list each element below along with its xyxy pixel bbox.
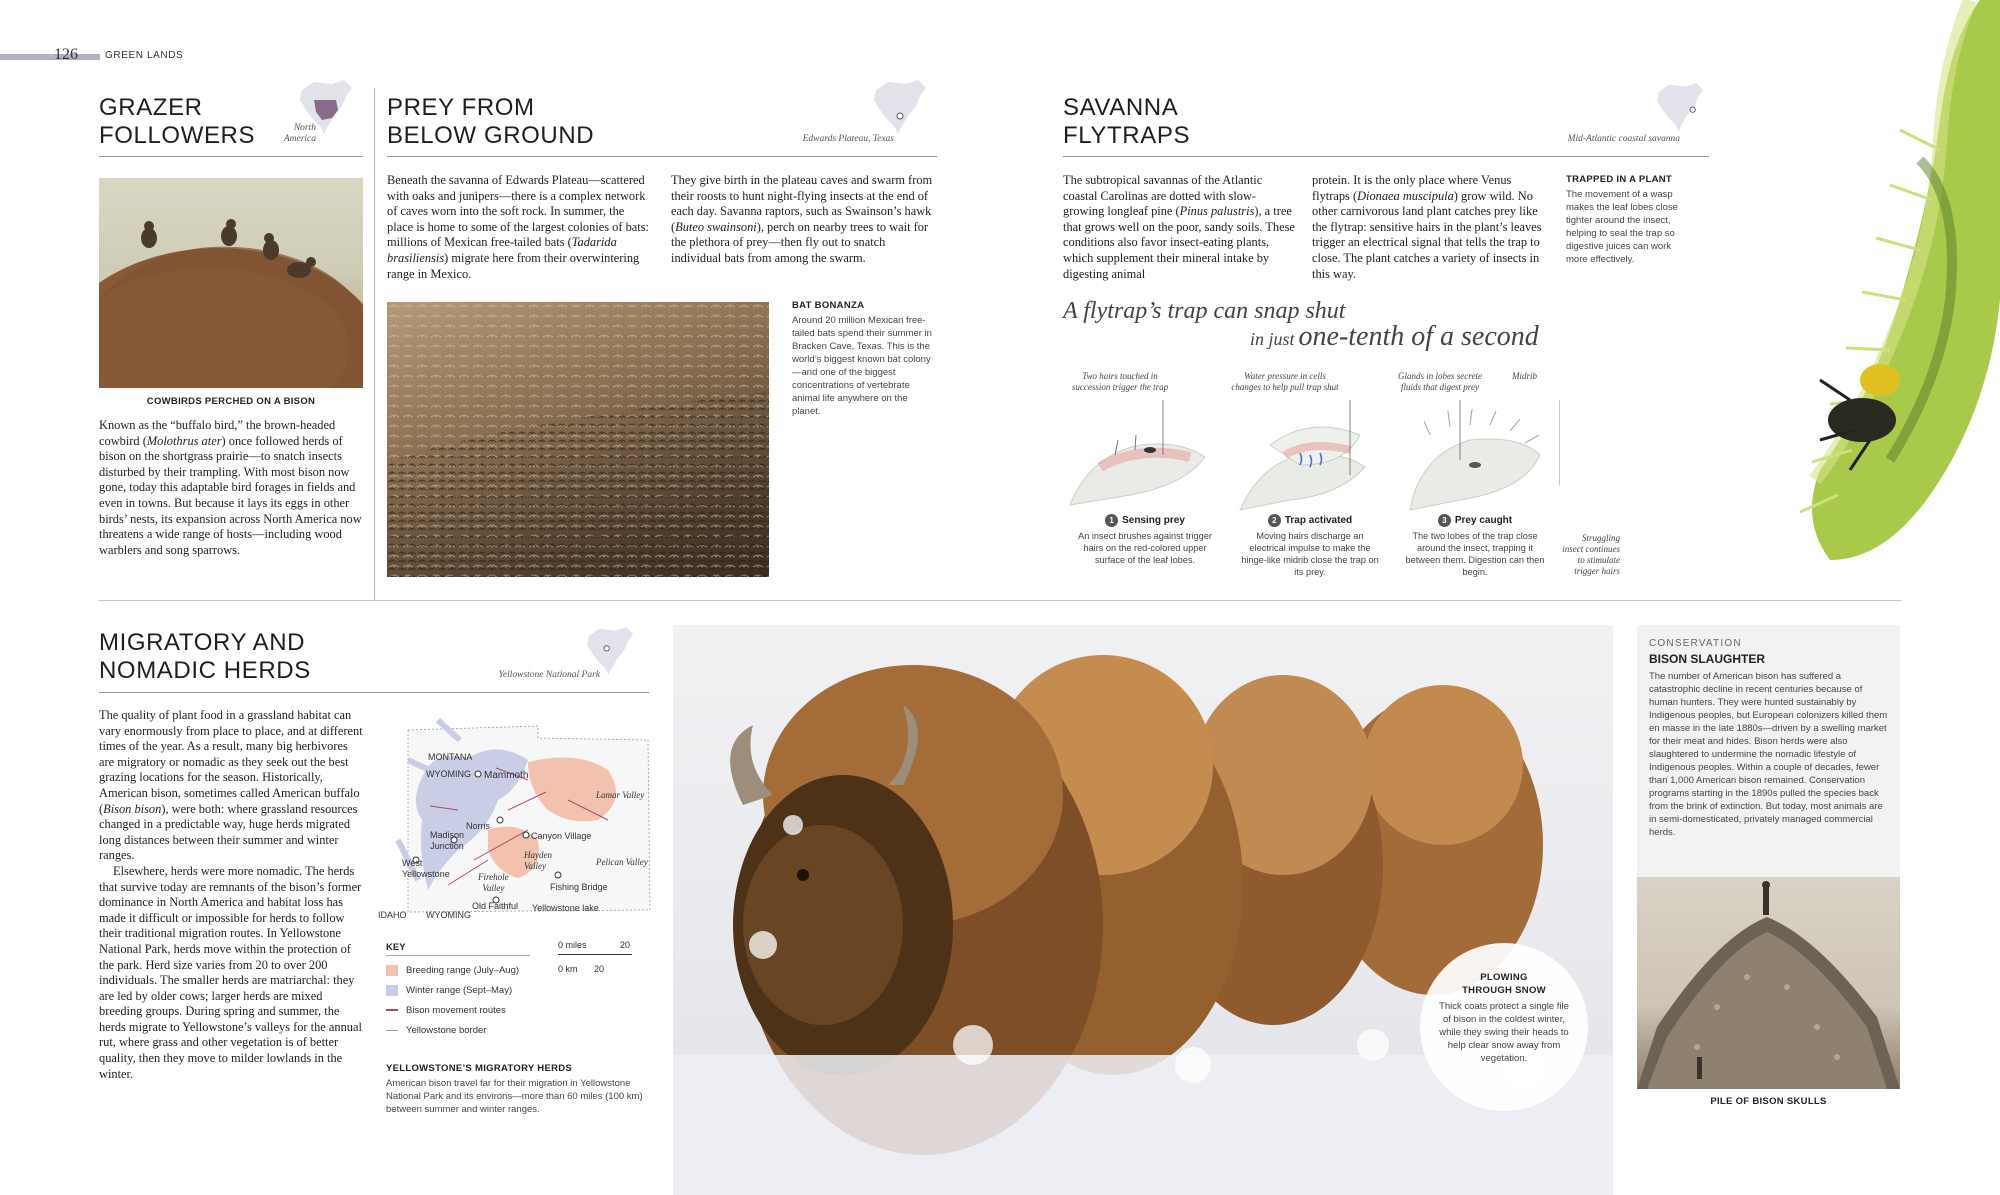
migratory-body [99, 708, 363, 1082]
step-1-text: An insect brushes against trigger hairs on the red-colored upper surface of the leaf lobes. [1078, 531, 1212, 565]
breeding-swatch [386, 965, 398, 976]
map-label-yellowstone-lake: Yellowstone lake [532, 903, 599, 913]
step-2 [1240, 514, 1380, 578]
text-run: The quality of plant food in a grassland habitat can vary enormously from place to place, and at different times of the year. As a result, many big herbivores are migratory or nomadic as they seek out the best grazing locations for the season. Historically, American bison, sometimes called American buffalo ( [99, 708, 363, 816]
map-label-firehole: Firehole Valley [478, 872, 509, 893]
section-label: GREEN LANDS [105, 50, 184, 61]
step-1 [1075, 514, 1215, 566]
step-3-text: The two lobes of the trap close around the insect, trapping it between them. Digestion can then begin. [1405, 531, 1545, 577]
conservation-text: The number of American bison has suffered a catastrophic decline in recent centuries because of human hunters. They were hunted sustainably by Indigenous peoples, but European colonizers killed them en masse in the late 1880s—driven by a swelling market for their meat and hides. Bison herds were also slaughtered to undermine the nomadic lifestyle of Indigenous peoples. Within a couple of decades, fewer than 1,000 American bison remained. Conservation programs starting in the 1890s pulled the species back from the brink of extinction. But today, most animals are in semi-domesticated, privately managed commercial herds. [1649, 671, 1888, 838]
bison-skulls-photo [1637, 877, 1900, 1089]
pull-quote-line2 [1250, 321, 1539, 353]
grazer-rule [99, 156, 363, 157]
step-1-number: 1 [1105, 514, 1118, 527]
grazer-body [99, 418, 365, 558]
scale-miles: 0 miles [558, 940, 587, 950]
trapped-caption-title: TRAPPED IN A PLANT [1566, 174, 1673, 185]
text-run: ) once followed herds of bison on the shortgrass prairie—to snatch insects disturbed by their trampling. With most bison now gone, today this adaptable bird forages in fields and even in towns. But because it lays its eggs in other birds’ nests, its expansion across North America now threatens a wide range of hosts—including wood warblers and song sparrows. [99, 433, 362, 557]
scale-miles-value: 20 [620, 940, 631, 950]
latin-name: Pinus palustris [1179, 204, 1255, 219]
map-label-canyon: Canyon Village [531, 831, 592, 841]
map-label-old-faithful: Old Faithful [472, 901, 519, 911]
map-caption-title: YELLOWSTONE’S MIGRATORY HERDS [386, 1063, 573, 1074]
grazer-locator: North America [283, 123, 316, 144]
step-3 [1405, 514, 1545, 578]
step-3-number: 3 [1438, 514, 1451, 527]
scale-bar [558, 940, 634, 980]
key-routes [386, 1000, 519, 1020]
flytrap-col2 [1312, 173, 1544, 282]
map-label-wyoming-top: WYOMING [426, 769, 471, 779]
conservation-kicker: CONSERVATION [1649, 638, 1742, 649]
map-label-mammoth: Mammoth [484, 770, 529, 781]
conservation-title: BISON SLAUGHTER [1649, 652, 1766, 666]
cowbirds-photo [99, 178, 363, 388]
grazer-title: GRAZER FOLLOWERS [99, 94, 256, 149]
bison-herd-photo [673, 625, 1613, 1195]
step-1-label: Sensing prey [1122, 515, 1185, 526]
scale-km: 0 km [558, 964, 578, 974]
key-border-label: Yellowstone border [406, 1024, 487, 1036]
key-breeding-label: Breeding range (July–Aug) [406, 964, 520, 976]
map-label-fishing-bridge: Fishing Bridge [550, 882, 608, 892]
scale-km-value: 20 [594, 964, 605, 974]
step-2-number: 2 [1268, 514, 1281, 527]
texas-locator-map [866, 76, 938, 138]
key-breeding [386, 960, 519, 980]
pull-quote-small: in just [1250, 329, 1295, 349]
scale-line [558, 954, 632, 955]
text-run: Elsewhere, herds were more nomadic. The herds that survive today are remnants of the bison’s former dominance in North America and habitat loss has made it difficult or impossible for herds to follow their traditional migration routes. In Yellowstone National Park, herds move within the protection of the park. Herd size varies from 20 to over 200 individuals. The smaller herds are matriarchal: they are led by older cows; larger herds are mixed breeding groups. During spring and summer, the herds migrate to Yellowstone’s valleys for the annual rut, where grass and other vegetation is of better quality, then they move to milder lowlands in the winter. [99, 863, 362, 1081]
flytrap-col1 [1063, 173, 1295, 282]
text-run: Beneath the savanna of Edwards Plateau—scattered with oaks and junipers—there is a complex network of caves worn into the soft rock. In summer, the place is home to some of the largest colonies of bats: millions of Mexican free-tailed bats ( [387, 173, 649, 250]
page-number: 126 [54, 46, 78, 63]
flytrap-stage-diagram [1060, 395, 1560, 520]
latin-name: Dionaea muscipula [1357, 188, 1454, 203]
map-label-idaho: IDAHO [378, 910, 407, 920]
note-midrib: Midrib [1512, 371, 1538, 381]
folio-bar [0, 54, 100, 60]
migratory-rule [99, 692, 649, 693]
venus-flytrap-photo [1600, 0, 2000, 590]
note-struggling-insect: Struggling insect continues to stimulate trigger hairs [1562, 533, 1620, 576]
migratory-paragraph-1 [99, 708, 363, 862]
key-border [386, 1020, 519, 1040]
cowbirds-caption: COWBIRDS PERCHED ON A BISON [146, 396, 316, 407]
flytrap-locator: Mid-Atlantic coastal savanna [1567, 134, 1680, 144]
column-divider [374, 88, 375, 600]
migratory-paragraph-2 [99, 864, 362, 1081]
plowing-callout-title: PLOWING THROUGH SNOW [1462, 972, 1546, 996]
text-run: Known as the “buffalo bird,” the brown-headed cowbird ( [99, 418, 336, 448]
text-run: ) grow wild. No other carnivorous land plant catches prey like the flytrap: sensitive hairs in the plant’s leaves trigger an electrical signal that tells the trap to close. The plant catches a variety of insects in this way. [1312, 188, 1542, 281]
map-key [386, 960, 519, 1040]
yellowstone-map [378, 710, 656, 922]
map-label-madison: Madison Junction [430, 830, 465, 851]
step-2-label: Trap activated [1284, 515, 1353, 526]
map-label-wyoming-bottom: WYOMING [426, 910, 471, 920]
bat-swarm-photo [387, 302, 769, 577]
map-label-west-yellowstone: West Yellowstone [402, 858, 450, 879]
winter-swatch [386, 985, 398, 996]
map-label-montana: MONTANA [428, 752, 473, 762]
map-label-pelican: Pelican Valley [596, 857, 648, 867]
text-run: The subtropical savannas of the Atlantic coastal Carolinas are dotted with slow-growing longleaf pine ( [1063, 173, 1263, 219]
text-run: They give birth in the plateau caves and swarm from their roosts to hunt night-flying insects at the end of each day. Savanna raptors, such as Swainson’s hawk ( [671, 173, 933, 234]
map-key-rule [386, 955, 530, 956]
map-label-norris: Norris [466, 821, 490, 831]
map-caption-text: American bison travel far for their migration in Yellowstone National Park and its environs—more than 60 miles (100 km) between summer and winter ranges. [386, 1078, 643, 1115]
step-3-label: Prey caught [1454, 515, 1513, 526]
skulls-caption: PILE OF BISON SKULLS [1710, 1096, 1827, 1107]
note-trigger-hairs: Two hairs touched in succession trigger the trap [1071, 371, 1169, 392]
map-label-lamar: Lamar Valley [596, 790, 645, 800]
prey-title: PREY FROM BELOW GROUND [387, 94, 595, 149]
key-winter-label: Winter range (Sept–May) [406, 984, 513, 996]
map-key-title: KEY [386, 942, 406, 953]
step-2-text: Moving hairs discharge an electrical impulse to make the hinge-like midrib close the trap on its prey. [1241, 531, 1379, 577]
text-run: ), perch on nearby trees to wait for the plethora of prey—then fly out to snatch individual bats from among the swarm. [671, 219, 929, 265]
plowing-callout-text: Thick coats protect a single file of bison in the coldest winter, while they swing their heads to help clear snow away from vegetation. [1439, 1001, 1569, 1064]
prey-col2 [671, 173, 937, 267]
map-label-hayden: Hayden Valley [524, 850, 552, 871]
text-run: protein. It is the only place where Venus flytraps ( [1312, 173, 1512, 203]
route-arrow-icon [386, 1009, 398, 1011]
trapped-caption-text: The movement of a wasp makes the leaf lobes close tighter around the insect, helping to seal the trap so digestive juices can work more effectively. [1566, 189, 1678, 265]
pull-quote-big: one-tenth of a second [1298, 321, 1539, 352]
note-water-pressure: Water pressure in cells changes to help pull trap shut [1231, 371, 1339, 392]
migratory-locator: Yellowstone National Park [498, 670, 600, 680]
prey-locator: Edwards Plateau, Texas [802, 134, 894, 144]
prey-col1 [387, 173, 653, 282]
key-winter [386, 980, 519, 1000]
note-glands: Glands in lobes secrete fluids that digest prey [1398, 371, 1482, 392]
latin-name: Molothrus ater [146, 433, 222, 448]
latin-name: Buteo swainsoni [675, 219, 757, 234]
plowing-callout-circle [1420, 943, 1588, 1111]
bat-caption-title: BAT BONANZA [792, 300, 865, 311]
bat-caption-text: Around 20 million Mexican free-tailed bats spend their summer in Bracken Cave, Texas. This is the world’s biggest known bat colony—and one of the biggest concentrations of vertebrate animal life anywhere on the planet. [792, 315, 932, 417]
text-run: ), a tree that grows well on the poor, sandy soils. These conditions also favor insect-eating plants, which supplement their mineral intake by digesting animal [1063, 204, 1295, 281]
key-routes-label: Bison movement routes [406, 1004, 506, 1016]
latin-name: Tadarida brasiliensis [387, 235, 617, 265]
prey-rule [387, 156, 937, 157]
text-run: ) migrate here from their overwintering range in Mexico. [387, 250, 640, 281]
pull-quote-line1: A flytrap’s trap can snap shut [1063, 298, 1346, 324]
latin-name: Bison bison [103, 801, 162, 816]
migratory-title: MIGRATORY AND NOMADIC HERDS [99, 629, 311, 684]
border-line-icon [386, 1030, 398, 1031]
flytrap-title: SAVANNA FLYTRAPS [1063, 94, 1191, 149]
text-run: ), were both: where grassland resources changed in a predictable way, huge herds migrated long distances between their summer and winter ranges. [99, 801, 358, 863]
section-divider [99, 600, 1901, 601]
